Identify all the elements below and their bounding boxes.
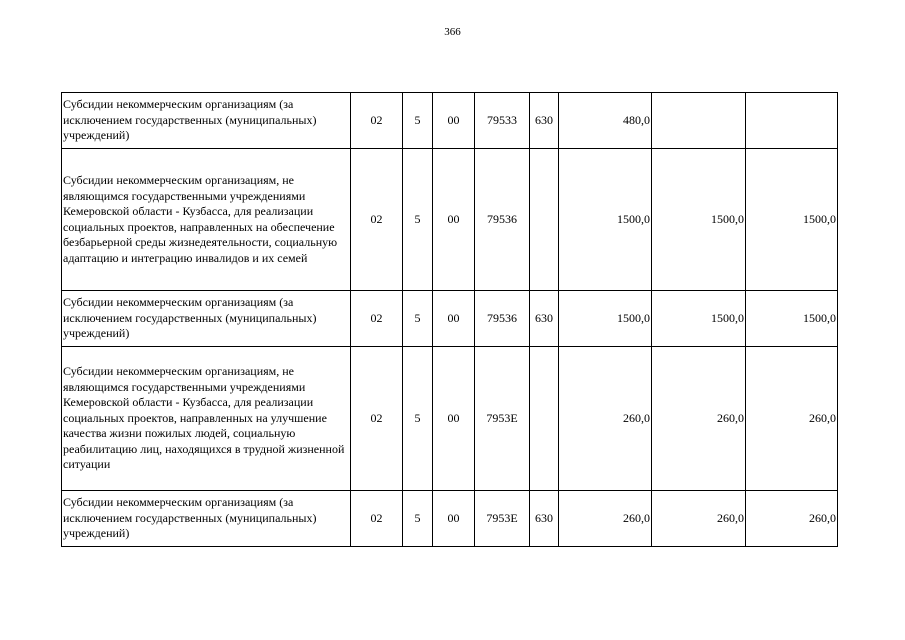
- page-number: 366: [444, 26, 461, 38]
- cell-amount-year3: 260,0: [746, 491, 838, 547]
- cell-expense-type: 630: [530, 291, 559, 347]
- cell-expense-type: 630: [530, 93, 559, 149]
- cell-amount-year2: 1500,0: [652, 149, 746, 291]
- cell-amount-year3: 1500,0: [746, 149, 838, 291]
- cell-section: 02: [351, 347, 403, 491]
- row-name: Субсидии некоммерческим организациям (за исключением государственных (муниципальных) учреждений): [62, 93, 351, 149]
- cell-subsection: 5: [403, 347, 433, 491]
- cell-subsection: 5: [403, 491, 433, 547]
- cell-target-code: 7953Е: [475, 347, 530, 491]
- cell-target-code: 79536: [475, 291, 530, 347]
- table-row: [62, 491, 838, 547]
- cell-subsection: 5: [403, 149, 433, 291]
- cell-amount-year2: [652, 93, 746, 149]
- cell-target-code: 79536: [475, 149, 530, 291]
- cell-amount-year3: 260,0: [746, 347, 838, 491]
- cell-amount-year2: 260,0: [652, 491, 746, 547]
- cell-subsection: 5: [403, 291, 433, 347]
- budget-table: [61, 92, 838, 547]
- cell-amount-year1: 260,0: [559, 491, 652, 547]
- cell-expense-type: [530, 149, 559, 291]
- row-name: Субсидии некоммерческим организациям (за исключением государственных (муниципальных) учреждений): [62, 491, 351, 547]
- cell-amount-year1: 1500,0: [559, 291, 652, 347]
- row-name: Субсидии некоммерческим организациям, не являющимся государственными учреждениями Кемеровской области - Кузбасса, для реализации социальных проектов, направленных на обеспечение безбарьерной среды жизнедеятельности, социальную адаптацию и интеграцию инвалидов и их семей: [62, 149, 351, 291]
- table-row: [62, 93, 838, 149]
- cell-section: 02: [351, 93, 403, 149]
- cell-section: 02: [351, 491, 403, 547]
- cell-program-group: 00: [433, 347, 475, 491]
- table-row: [62, 347, 838, 491]
- table-row: [62, 291, 838, 347]
- cell-program-group: 00: [433, 149, 475, 291]
- table-row: [62, 149, 838, 291]
- cell-amount-year3: 1500,0: [746, 291, 838, 347]
- cell-program-group: 00: [433, 291, 475, 347]
- cell-amount-year2: 1500,0: [652, 291, 746, 347]
- cell-amount-year2: 260,0: [652, 347, 746, 491]
- cell-section: 02: [351, 291, 403, 347]
- cell-amount-year1: 260,0: [559, 347, 652, 491]
- cell-amount-year3: [746, 93, 838, 149]
- cell-amount-year1: 1500,0: [559, 149, 652, 291]
- cell-program-group: 00: [433, 93, 475, 149]
- cell-section: 02: [351, 149, 403, 291]
- cell-amount-year1: 480,0: [559, 93, 652, 149]
- cell-subsection: 5: [403, 93, 433, 149]
- cell-target-code: 7953Е: [475, 491, 530, 547]
- cell-target-code: 79533: [475, 93, 530, 149]
- row-name: Субсидии некоммерческим организациям, не являющимся государственными учреждениями Кемеровской области - Кузбасса, для реализации социальных проектов, направленных на улучшение качества жизни пожилых людей, социальную реабилитацию лиц, находящихся в трудной жизненной ситуации: [62, 347, 351, 491]
- row-name: Субсидии некоммерческим организациям (за исключением государственных (муниципальных) учреждений): [62, 291, 351, 347]
- cell-expense-type: [530, 347, 559, 491]
- cell-expense-type: 630: [530, 491, 559, 547]
- cell-program-group: 00: [433, 491, 475, 547]
